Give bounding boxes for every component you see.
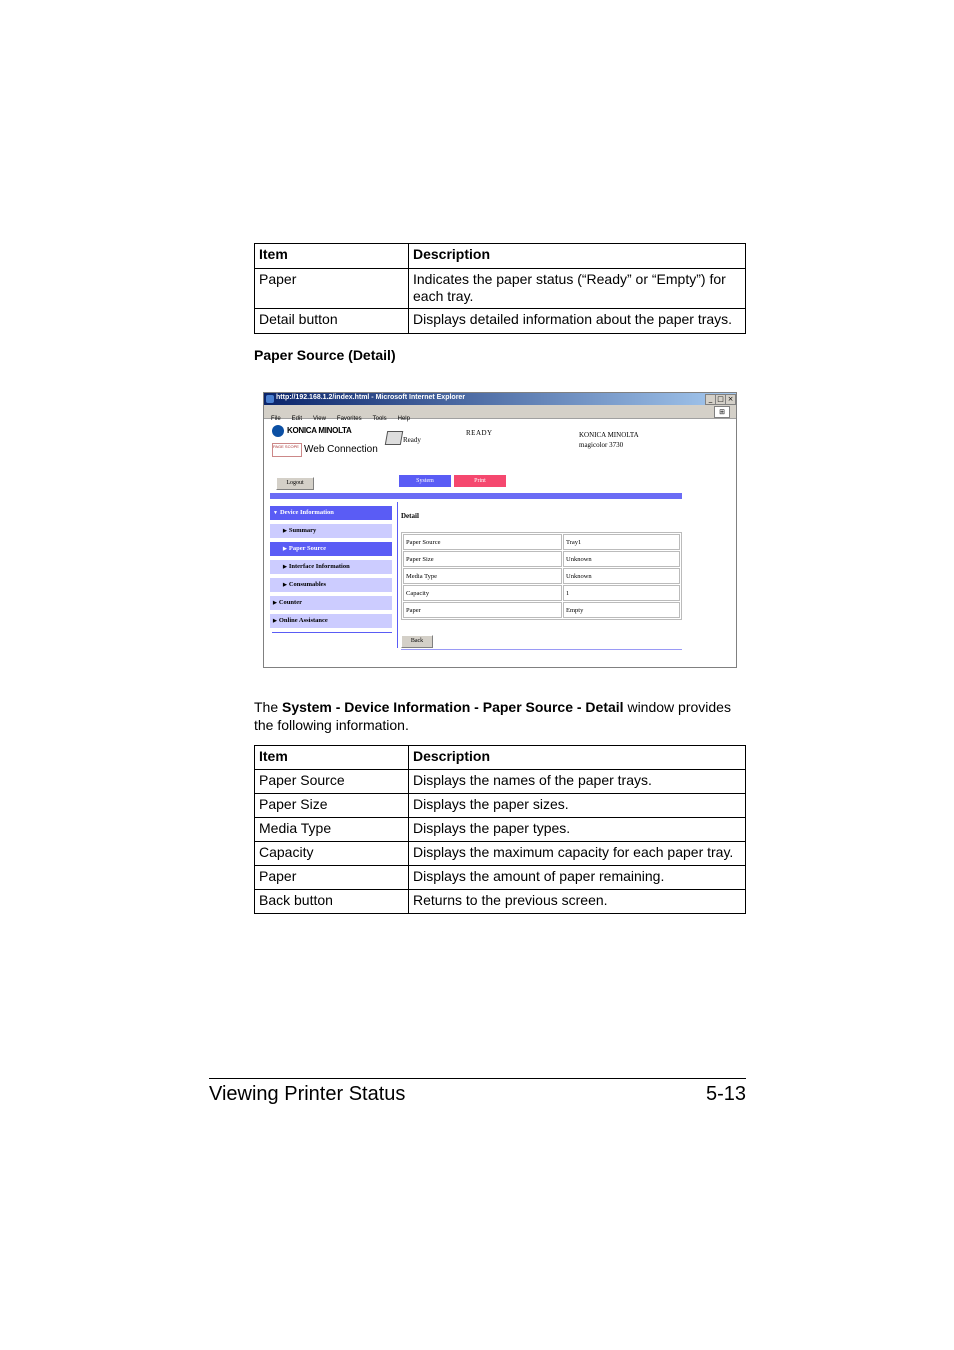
header-divider bbox=[270, 493, 682, 499]
table-row bbox=[255, 309, 746, 334]
sidebar-item-consumables[interactable] bbox=[270, 578, 392, 592]
table-header-row bbox=[255, 244, 746, 269]
detail-label: Paper Size bbox=[403, 551, 562, 567]
triangle-right-icon: ▶ bbox=[273, 601, 277, 606]
window-titlebar bbox=[264, 393, 736, 405]
description-paragraph bbox=[254, 698, 750, 734]
triangle-right-icon: ▶ bbox=[283, 565, 287, 570]
model-name: magicolor 3730 bbox=[579, 441, 624, 449]
detail-value: Empty bbox=[563, 602, 680, 618]
paragraph-text: The bbox=[254, 699, 283, 715]
cell-description: Displays the paper sizes. bbox=[409, 794, 746, 818]
menu-file[interactable]: File bbox=[271, 416, 281, 422]
sidebar-item-label: Device Information bbox=[279, 509, 334, 516]
detail-items-table bbox=[254, 745, 746, 914]
minimize-button[interactable]: _ bbox=[705, 394, 716, 405]
cell-description: Displays the paper types. bbox=[409, 818, 746, 842]
column-header-description: Description bbox=[409, 746, 746, 770]
sidebar-item-label: Online Assistance bbox=[278, 617, 328, 624]
cell-item: Back button bbox=[255, 890, 409, 914]
cell-item: Capacity bbox=[255, 842, 409, 866]
cell-item: Detail button bbox=[255, 309, 409, 334]
menu-view[interactable]: View bbox=[313, 416, 326, 422]
content-divider bbox=[397, 502, 398, 648]
page-number: 5-13 bbox=[705, 1083, 746, 1105]
sidebar-item-label: Counter bbox=[278, 599, 302, 606]
cell-description: Displays the amount of paper remaining. bbox=[409, 866, 746, 890]
table-row bbox=[255, 890, 746, 914]
table-row bbox=[255, 770, 746, 794]
web-connection-label: Web Connection bbox=[304, 444, 378, 455]
maximize-button[interactable]: □ bbox=[715, 394, 726, 405]
column-header-description: Description bbox=[409, 244, 746, 269]
table-row bbox=[255, 794, 746, 818]
sidebar-item-device-information[interactable] bbox=[270, 506, 392, 520]
table-row bbox=[403, 585, 680, 601]
table-row bbox=[255, 818, 746, 842]
sidebar-item-label: Consumables bbox=[288, 581, 327, 588]
menu-edit[interactable]: Edit bbox=[291, 416, 303, 422]
paper-status-table bbox=[254, 243, 746, 334]
status-display: READY bbox=[466, 429, 493, 437]
cell-item: Paper Source bbox=[255, 770, 409, 794]
cell-description: Displays the maximum capacity for each paper tray. bbox=[409, 842, 746, 866]
sidebar-item-counter[interactable] bbox=[270, 596, 392, 610]
section-heading: Paper Source (Detail) bbox=[254, 347, 396, 363]
cell-description: Displays detailed information about the paper trays. bbox=[409, 309, 746, 334]
printer-status-label: Ready bbox=[403, 436, 421, 444]
tab-print[interactable]: Print bbox=[454, 475, 506, 487]
cell-item: Paper bbox=[255, 866, 409, 890]
detail-value: 1 bbox=[563, 585, 680, 601]
logo-text: KONICA MINOLTA bbox=[287, 426, 352, 435]
table-row bbox=[403, 551, 680, 567]
paragraph-menu-path: System - Device Information - Paper Source - Detail bbox=[282, 699, 624, 715]
table-header-row bbox=[255, 746, 746, 770]
table-row bbox=[255, 866, 746, 890]
detail-value: Unknown bbox=[563, 551, 680, 567]
cell-item: Media Type bbox=[255, 818, 409, 842]
detail-label: Media Type bbox=[403, 568, 562, 584]
sidebar-item-summary[interactable] bbox=[270, 524, 392, 538]
konica-minolta-logo-icon bbox=[272, 425, 284, 437]
menu-favorites[interactable]: Favorites bbox=[336, 416, 362, 422]
menu-bar bbox=[264, 405, 736, 422]
back-button[interactable]: Back bbox=[401, 635, 433, 648]
menu-tools[interactable]: Tools bbox=[372, 416, 387, 422]
printer-model bbox=[579, 430, 639, 450]
table-row bbox=[255, 842, 746, 866]
logout-button[interactable]: Logout bbox=[276, 477, 314, 490]
table-row bbox=[403, 568, 680, 584]
sidebar-item-interface-information[interactable] bbox=[270, 560, 392, 574]
browser-screenshot bbox=[263, 392, 737, 668]
close-button[interactable]: × bbox=[725, 394, 736, 405]
cell-description: Displays the names of the paper trays. bbox=[409, 770, 746, 794]
sidebar-item-online-assistance[interactable] bbox=[270, 614, 392, 628]
status-bar bbox=[264, 651, 736, 667]
column-header-item: Item bbox=[255, 746, 409, 770]
cell-item: Paper bbox=[255, 269, 409, 309]
menu-help[interactable]: Help bbox=[397, 416, 410, 422]
windows-logo-icon: ⊞ bbox=[714, 406, 730, 418]
footer-divider bbox=[209, 1078, 746, 1079]
detail-label: Paper bbox=[403, 602, 562, 618]
cell-description: Indicates the paper status (“Ready” or “Empty”) for each tray. bbox=[409, 269, 746, 309]
triangle-right-icon: ▶ bbox=[283, 529, 287, 534]
cell-description: Returns to the previous screen. bbox=[409, 890, 746, 914]
triangle-down-icon: ▼ bbox=[273, 511, 278, 516]
table-row bbox=[403, 534, 680, 550]
triangle-right-icon: ▶ bbox=[283, 547, 287, 552]
sidebar-item-paper-source[interactable] bbox=[270, 542, 392, 556]
window-title: http://192.168.1.2/index.html - Microsoft Internet Explorer bbox=[276, 394, 466, 401]
sidebar-divider bbox=[272, 632, 392, 633]
printer-icon bbox=[385, 431, 403, 445]
table-row bbox=[255, 269, 746, 309]
pagescope-logo: PAGE SCOPE bbox=[272, 443, 302, 457]
detail-table bbox=[401, 532, 682, 620]
browser-icon bbox=[266, 395, 274, 403]
tab-system[interactable]: System bbox=[399, 475, 451, 487]
cell-item: Paper Size bbox=[255, 794, 409, 818]
sidebar-item-label: Summary bbox=[288, 527, 317, 534]
detail-value: Tray1 bbox=[563, 534, 680, 550]
sidebar-item-label: Interface Information bbox=[288, 563, 350, 570]
detail-label: Capacity bbox=[403, 585, 562, 601]
triangle-right-icon: ▶ bbox=[273, 619, 277, 624]
triangle-right-icon: ▶ bbox=[283, 583, 287, 588]
detail-value: Unknown bbox=[563, 568, 680, 584]
table-row bbox=[403, 602, 680, 618]
detail-title: Detail bbox=[401, 512, 419, 520]
paragraph-text: window provides the following information. bbox=[254, 699, 731, 733]
content-bottom-divider bbox=[401, 649, 682, 650]
brand-name: KONICA MINOLTA bbox=[579, 431, 639, 439]
detail-label: Paper Source bbox=[403, 534, 562, 550]
sidebar-item-label: Paper Source bbox=[288, 545, 326, 552]
column-header-item: Item bbox=[255, 244, 409, 269]
footer-chapter-title: Viewing Printer Status bbox=[209, 1083, 406, 1105]
